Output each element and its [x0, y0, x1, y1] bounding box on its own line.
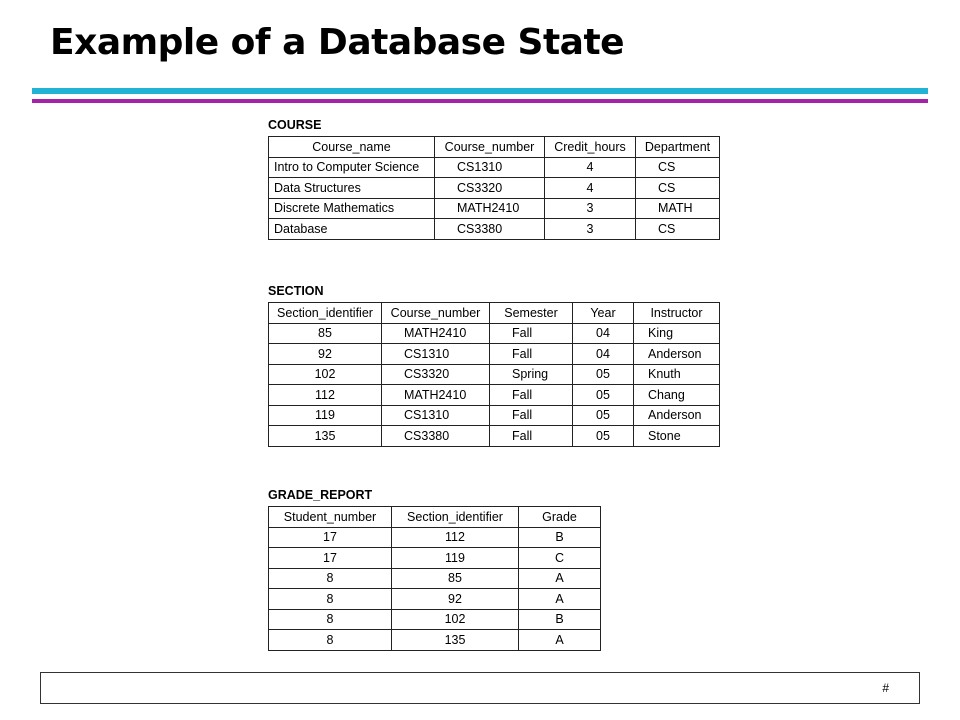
- slide-footer: [40, 672, 920, 704]
- column-header: Semester: [490, 303, 573, 324]
- table-row: [269, 157, 720, 178]
- table-header-row: [269, 303, 720, 324]
- title-rule-purple: [32, 99, 928, 103]
- cell-section-identifier: 102: [269, 364, 382, 385]
- cell-course-number: CS1310: [382, 344, 490, 365]
- cell-course-name: Discrete Mathematics: [269, 198, 435, 219]
- table-row: [269, 364, 720, 385]
- cell-course-name: Database: [269, 219, 435, 240]
- cell-student-number: 17: [269, 548, 392, 569]
- cell-student-number: 8: [269, 568, 392, 589]
- section-table: [268, 302, 720, 447]
- cell-semester: Fall: [490, 344, 573, 365]
- column-header: Student_number: [269, 507, 392, 528]
- section-caption: SECTION: [268, 284, 324, 298]
- cell-semester: Fall: [490, 323, 573, 344]
- cell-section-identifier: 135: [269, 426, 382, 447]
- cell-section-identifier: 92: [269, 344, 382, 365]
- table-row: [269, 344, 720, 365]
- column-header: Department: [636, 137, 720, 158]
- cell-course-number: MATH2410: [435, 198, 545, 219]
- table-header-row: [269, 137, 720, 158]
- cell-course-name: Data Structures: [269, 178, 435, 199]
- cell-section-identifier: 85: [269, 323, 382, 344]
- cell-instructor: Anderson: [634, 405, 720, 426]
- cell-credit-hours: 4: [545, 178, 636, 199]
- cell-instructor: Knuth: [634, 364, 720, 385]
- cell-year: 05: [573, 405, 634, 426]
- cell-instructor: Anderson: [634, 344, 720, 365]
- cell-course-number: CS3380: [382, 426, 490, 447]
- cell-year: 05: [573, 426, 634, 447]
- cell-section-identifier: 119: [392, 548, 519, 569]
- cell-credit-hours: 3: [545, 219, 636, 240]
- cell-grade: B: [519, 527, 601, 548]
- cell-course-number: CS1310: [435, 157, 545, 178]
- cell-section-identifier: 102: [392, 609, 519, 630]
- cell-section-identifier: 112: [269, 385, 382, 406]
- column-header: Grade: [519, 507, 601, 528]
- cell-grade: B: [519, 609, 601, 630]
- cell-year: 04: [573, 344, 634, 365]
- cell-course-number: MATH2410: [382, 385, 490, 406]
- column-header: Course_name: [269, 137, 435, 158]
- cell-student-number: 17: [269, 527, 392, 548]
- cell-semester: Fall: [490, 405, 573, 426]
- table-header-row: [269, 507, 601, 528]
- cell-course-number: CS3320: [435, 178, 545, 199]
- table-row: [269, 630, 601, 651]
- column-header: Section_identifier: [269, 303, 382, 324]
- cell-course-number: CS1310: [382, 405, 490, 426]
- table-row: [269, 589, 601, 610]
- cell-student-number: 8: [269, 630, 392, 651]
- cell-student-number: 8: [269, 609, 392, 630]
- table-row: [269, 568, 601, 589]
- cell-semester: Spring: [490, 364, 573, 385]
- table-row: [269, 609, 601, 630]
- page-number: #: [882, 681, 889, 695]
- course-table: [268, 136, 720, 240]
- cell-department: CS: [636, 219, 720, 240]
- table-row: [269, 426, 720, 447]
- cell-year: 04: [573, 323, 634, 344]
- cell-instructor: Chang: [634, 385, 720, 406]
- column-header: Credit_hours: [545, 137, 636, 158]
- table-row: [269, 219, 720, 240]
- cell-section-identifier: 119: [269, 405, 382, 426]
- column-header: Course_number: [435, 137, 545, 158]
- course-caption: COURSE: [268, 118, 322, 132]
- table-row: [269, 548, 601, 569]
- cell-year: 05: [573, 385, 634, 406]
- cell-course-number: MATH2410: [382, 323, 490, 344]
- grade-report-table: [268, 506, 601, 651]
- grade-report-caption: GRADE_REPORT: [268, 488, 373, 502]
- cell-semester: Fall: [490, 426, 573, 447]
- slide-title: Example of a Database State: [50, 22, 625, 63]
- cell-semester: Fall: [490, 385, 573, 406]
- title-rule-cyan: [32, 88, 928, 94]
- cell-year: 05: [573, 364, 634, 385]
- cell-grade: A: [519, 630, 601, 651]
- column-header: Instructor: [634, 303, 720, 324]
- table-row: [269, 527, 601, 548]
- cell-section-identifier: 85: [392, 568, 519, 589]
- cell-course-name: Intro to Computer Science: [269, 157, 435, 178]
- cell-course-number: CS3320: [382, 364, 490, 385]
- cell-grade: A: [519, 589, 601, 610]
- cell-grade: C: [519, 548, 601, 569]
- table-row: [269, 405, 720, 426]
- cell-section-identifier: 112: [392, 527, 519, 548]
- table-row: [269, 385, 720, 406]
- column-header: Section_identifier: [392, 507, 519, 528]
- cell-student-number: 8: [269, 589, 392, 610]
- cell-course-number: CS3380: [435, 219, 545, 240]
- table-row: [269, 198, 720, 219]
- cell-department: CS: [636, 178, 720, 199]
- cell-instructor: King: [634, 323, 720, 344]
- table-row: [269, 178, 720, 199]
- cell-section-identifier: 135: [392, 630, 519, 651]
- cell-credit-hours: 3: [545, 198, 636, 219]
- table-row: [269, 323, 720, 344]
- cell-section-identifier: 92: [392, 589, 519, 610]
- cell-credit-hours: 4: [545, 157, 636, 178]
- cell-department: CS: [636, 157, 720, 178]
- column-header: Course_number: [382, 303, 490, 324]
- column-header: Year: [573, 303, 634, 324]
- cell-instructor: Stone: [634, 426, 720, 447]
- cell-department: MATH: [636, 198, 720, 219]
- cell-grade: A: [519, 568, 601, 589]
